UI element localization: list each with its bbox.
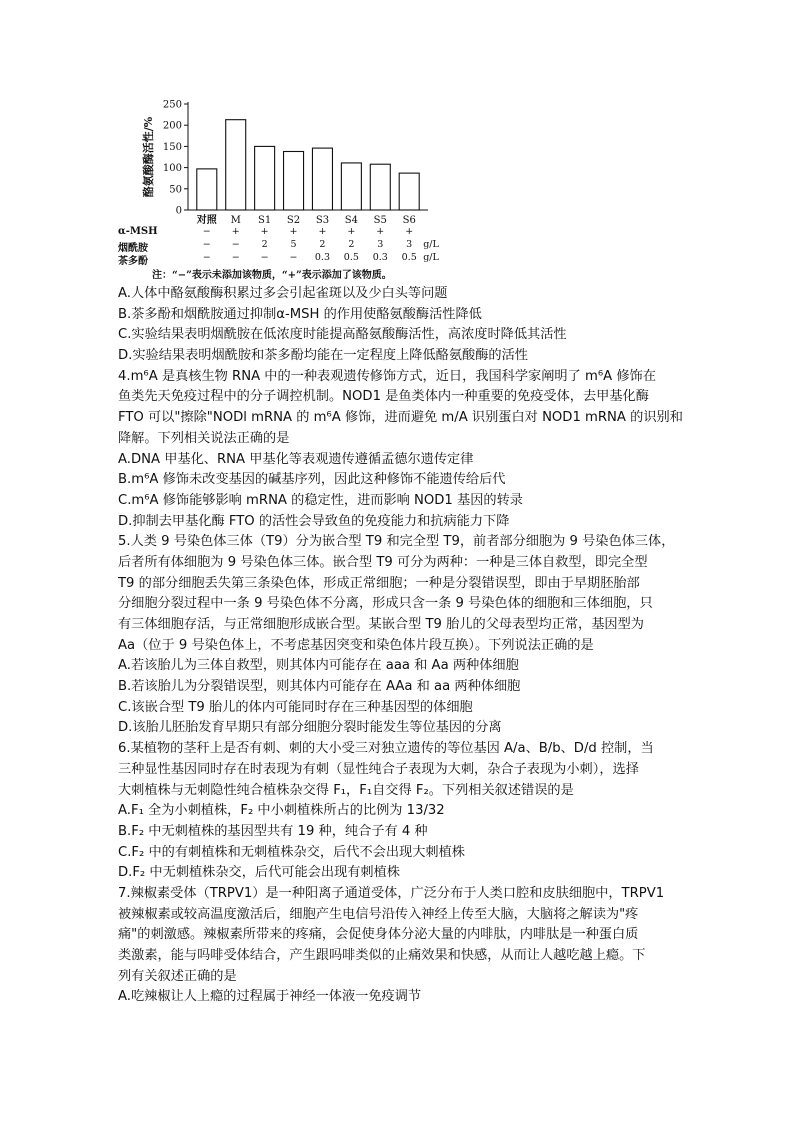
treatment-cell: − xyxy=(202,239,211,250)
treatment-cell: − xyxy=(231,239,240,250)
option-line: C.m⁶A 修饰能够影响 mRNA 的稳定性，进而影响 NOD1 基因的转录 xyxy=(118,492,523,508)
option-line: C.该嵌合型 T9 胎儿的体内可能同时存在三种基因型的体细胞 xyxy=(118,699,473,715)
treatment-unit: g/L xyxy=(423,239,439,250)
treatment-unit: g/L xyxy=(423,252,439,263)
chart-note: 注：“−”表示未添加该物质，“+”表示添加了该物质。 xyxy=(152,270,392,281)
bar-M xyxy=(226,120,246,210)
option-line: A.人体中酪氨酸酶积累过多会引起雀斑以及少白头等问题 xyxy=(118,286,448,301)
treatment-cell: − xyxy=(231,252,240,263)
option-line: D.实验结果表明烟酰胺和茶多酚均能在一定程度上降低酪氨酸酶的活性 xyxy=(118,348,528,364)
treatment-cell: + xyxy=(260,226,269,237)
option-line: A.F₁ 全为小刺植株，F₂ 中小刺植株所占的比例为 13/32 xyxy=(118,803,445,819)
treatment-cell: + xyxy=(289,226,298,237)
option-line: B.茶多酚和烟酰胺通过抑制α-MSH 的作用使酪氨酸酶活性降低 xyxy=(118,306,482,322)
treatment-cell: − xyxy=(289,252,298,263)
bar-对照 xyxy=(197,169,217,210)
category-label-2: S1 xyxy=(258,215,272,226)
category-label-1: M xyxy=(230,215,241,226)
question-line: FTO 可以"擦除"NODl mRNA 的 m⁶A 修饰，进而避免 m/A 识别蛋白对 NOD1 mRNA 的识别和 xyxy=(118,410,683,426)
treatment-cell: 0.3 xyxy=(372,252,388,263)
bar-S2 xyxy=(284,151,304,210)
option-line: B.F₂ 中无刺植株的基因型共有 19 种，纯合子有 4 种 xyxy=(118,823,428,839)
bar-S3 xyxy=(312,148,332,210)
question-line: 大刺植株与无刺隐性纯合植株杂交得 F₁，F₁自交得 F₂。下列相关叙述错误的是 xyxy=(118,782,574,798)
treatment-cell: 0.3 xyxy=(314,252,330,263)
category-label-0: 对照 xyxy=(196,215,217,226)
y-axis-label: 酪氨酸酶活性/% xyxy=(142,116,155,198)
question-text xyxy=(118,284,684,1008)
treatment-cell: 3 xyxy=(406,239,413,250)
question-line: 被辣椒素或较高温度激活后，细胞产生电信号沿传入神经上传至大脑，大脑将之解读为"疼 xyxy=(118,906,639,922)
category-label-3: S2 xyxy=(286,215,301,226)
option-line: D.F₂ 中无刺植株杂交，后代可能会出现有刺植株 xyxy=(118,865,400,881)
question-line: 4.m⁶A 是真核生物 RNA 中的一种表观遗传修饰方式，近日，我国科学家阐明了 m⁶A 修饰在 xyxy=(118,368,656,384)
treatment-cell: 3 xyxy=(377,239,384,250)
y-tick-label-0: 0 xyxy=(175,205,182,217)
question-line: 5.人类 9 号染色体三体（T9）分为嵌合型 T9 和完全型 T9，前者部分细胞为 9 号染色体三体， xyxy=(118,534,675,550)
treatment-cell: − xyxy=(202,226,211,237)
question-line: 列有关叙述正确的是 xyxy=(118,968,237,984)
y-tick-label-5: 250 xyxy=(162,99,182,111)
y-tick-label-3: 150 xyxy=(162,141,182,153)
treatment-cell: 5 xyxy=(290,239,297,250)
option-line: D.抑制去甲基化酶 FTO 的活性会导致鱼的免疫能力和抗病能力下降 xyxy=(118,513,510,529)
treatment-row-label: α-MSH xyxy=(118,226,158,237)
question-line: Aa（位于 9 号染色体上，不考虑基因突变和染色体片段互换）。下列说法正确的是 xyxy=(118,637,594,653)
category-label-6: S5 xyxy=(373,215,387,226)
option-line: A.若该胎儿为三体自救型，则其体内可能存在 aaa 和 Aa 两种体细胞 xyxy=(118,658,519,674)
option-line: C.实验结果表明烟酰胺在低浓度时能提高酪氨酸酶活性，高浓度时降低其活性 xyxy=(118,327,567,343)
treatment-cell: 2 xyxy=(261,239,268,250)
treatment-cell: + xyxy=(231,226,240,237)
treatment-cell: − xyxy=(202,252,211,263)
category-label-4: S3 xyxy=(315,215,330,226)
bar-S6 xyxy=(399,173,419,210)
y-tick-label-2: 100 xyxy=(162,163,182,175)
question-line: 7.辣椒素受体（TRPV1）是一种阳离子通道受体，广泛分布于人类口腔和皮肤细胞中，TRPV1 xyxy=(118,885,665,901)
treatment-cell: + xyxy=(318,226,327,237)
question-line: 类激素，能与吗啡受体结合，产生跟吗啡类似的止痛效果和快感，从而让人越吃越上瘾。下 xyxy=(118,948,646,963)
treatment-row-label: 茶多酚 xyxy=(118,256,148,267)
bar-S5 xyxy=(370,164,390,210)
question-line: 降解。下列相关说法正确的是 xyxy=(118,430,290,446)
treatment-cell: 2 xyxy=(348,239,355,250)
question-line: 三种显性基因同时存在时表现为有刺（显性纯合子表现为大刺，杂合子表现为小刺），选择 xyxy=(118,761,639,777)
treatment-row-1 xyxy=(118,239,458,252)
question-line: 痛"的刺激感。辣椒素所带来的疼痛，会促使身体分泌大量的内啡肽，内啡肽是一种蛋白质 xyxy=(118,927,639,943)
treatment-cell: − xyxy=(260,252,269,263)
bar-S4 xyxy=(341,163,361,210)
bar-S1 xyxy=(255,146,275,210)
question-line: 鱼类先天免疫过程中的分子调控机制。NOD1 是鱼类体内一种重要的免疫受体，去甲基化酶 xyxy=(118,389,649,405)
treatment-cell: 2 xyxy=(319,239,326,250)
treatment-cell: + xyxy=(376,226,385,237)
question-line: 6.某植物的茎秆上是否有刺、刺的大小受三对独立遗传的等位基因 A/a、B/b、D/d 控制，当 xyxy=(118,741,654,757)
option-line: D.该胎儿胚胎发育早期只有部分细胞分裂时能发生等位基因的分离 xyxy=(118,720,502,736)
treatment-row-label: 烟酰胺 xyxy=(118,243,148,254)
y-tick-label-4: 200 xyxy=(162,120,182,132)
category-label-7: S6 xyxy=(402,215,416,226)
option-line: C.F₂ 中的有刺植株和无刺植株杂交，后代不会出现大刺植株 xyxy=(118,844,465,860)
treatment-cell: 0.5 xyxy=(343,252,359,263)
treatment-row-2 xyxy=(118,252,458,265)
option-line: A.吃辣椒让人上瘾的过程属于神经一体液一免疫调节 xyxy=(118,989,422,1005)
y-tick-label-1: 50 xyxy=(169,184,182,196)
question-line: T9 的部分细胞丢失第三条染色体，形成正常细胞；一种是分裂错误型，即由于早期胚胎部 xyxy=(118,575,640,591)
question-line: 后者所有体细胞为 9 号染色体三体。嵌合型 T9 可分为两种：一种是三体自救型，即完全型 xyxy=(118,554,648,570)
treatment-cell: 0.5 xyxy=(401,252,417,263)
treatment-row-0 xyxy=(118,226,458,239)
treatment-cell: + xyxy=(347,226,356,237)
option-line: A.DNA 甲基化、RNA 甲基化等表观遗传遵循孟德尔遗传定律 xyxy=(118,451,474,467)
option-line: B.若该胎儿为分裂错误型，则其体内可能存在 AAa 和 aa 两种体细胞 xyxy=(118,679,521,695)
question-line: 有三体细胞存活，与正常细胞形成嵌合型。某嵌合型 T9 胎儿的父母表型均正常，基因型为 xyxy=(118,617,644,632)
treatment-cell: + xyxy=(405,226,414,237)
question-line: 分细胞分裂过程中一条 9 号染色体不分离，形成只含一条 9 号染色体的细胞和三体细胞，只 xyxy=(118,596,653,612)
option-line: B.m⁶A 修饰未改变基因的碱基序列，因此这种修饰不能遗传给后代 xyxy=(118,472,506,488)
category-label-5: S4 xyxy=(344,215,358,226)
